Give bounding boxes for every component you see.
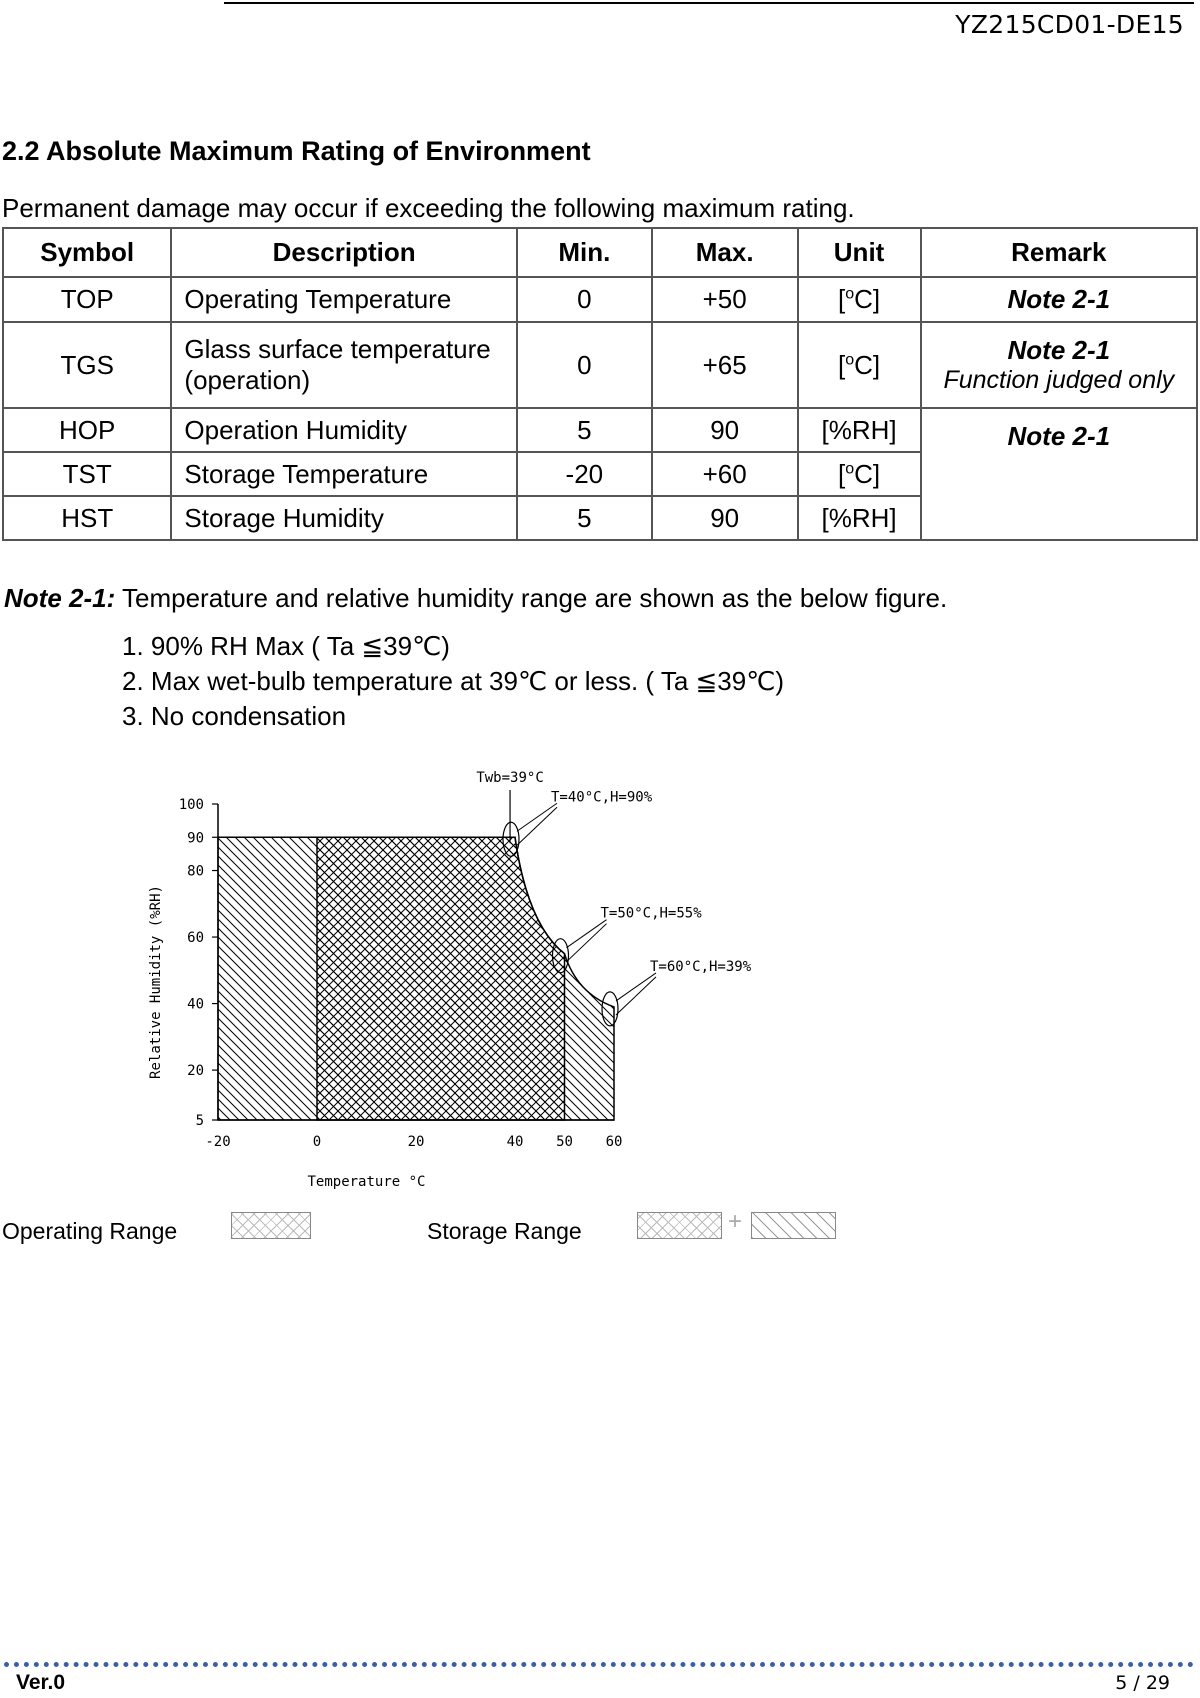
condition-1: 1. 90% RH Max ( Ta ≦39℃) — [122, 631, 450, 661]
table-row — [3, 277, 1197, 322]
table-header-row — [3, 228, 1197, 277]
header-max: Max. — [652, 228, 798, 277]
cell-symbol: HST — [3, 496, 171, 540]
cell-min: 0 — [517, 277, 652, 322]
cell-description: Operating Temperature — [171, 277, 516, 322]
section-intro: Permanent damage may occur if exceeding the following maximum rating. — [2, 193, 855, 223]
y-tick-label: 80 — [187, 863, 204, 880]
header-min: Min. — [517, 228, 652, 277]
x-tick-label: -20 — [205, 1134, 231, 1150]
operating-range-area — [317, 837, 565, 1120]
cell-unit: [$^o$C] — [798, 277, 921, 322]
table-row — [3, 322, 1197, 408]
cell-description: Storage Humidity — [171, 496, 516, 540]
annotation-label: T=60°C,H=39% — [650, 958, 752, 975]
version-label: Ver.0 — [16, 1671, 66, 1694]
document-id: YZ215CD01-DE15 — [955, 10, 1184, 39]
cell-description: Storage Temperature — [171, 452, 516, 496]
note-2-1: Note 2-1: Temperature and relative humidity range are shown as the below figure. — [4, 583, 948, 613]
cell-symbol: TST — [3, 452, 171, 496]
cell-min: 5 — [517, 408, 652, 452]
temperature-humidity-chart — [140, 760, 780, 1200]
annotation-label: Twb=39°C — [476, 770, 544, 786]
annotation-leader — [616, 977, 656, 1015]
annotation-leader — [517, 807, 557, 845]
y-tick-label: 100 — [178, 797, 204, 813]
header-symbol: Symbol — [3, 228, 171, 277]
annotation-leader — [517, 803, 557, 831]
legend-operating-swatch — [231, 1212, 311, 1239]
x-tick-label: 0 — [312, 1134, 322, 1150]
cell-unit: [$^o$C] — [798, 322, 921, 408]
cell-description: Operation Humidity — [171, 408, 516, 452]
cell-max: +60 — [652, 452, 798, 496]
y-tick-label: 40 — [187, 996, 204, 1013]
x-tick-label: 60 — [605, 1134, 623, 1150]
cell-remark: Note 2-1 — [921, 277, 1197, 322]
cell-symbol: HOP — [3, 408, 171, 452]
legend-storage-swatch-diagonal — [751, 1212, 836, 1239]
cell-min: 0 — [517, 322, 652, 408]
cell-min: 5 — [517, 496, 652, 540]
legend-storage-label: Storage Range — [427, 1218, 582, 1244]
header-description: Description — [171, 228, 516, 277]
y-axis-label: Relative Humidity (%RH) — [148, 885, 164, 1079]
y-tick-label: 5 — [195, 1113, 204, 1129]
cell-max: 90 — [652, 408, 798, 452]
annotation-label: T=40°C,H=90% — [551, 789, 653, 806]
cell-max: +50 — [652, 277, 798, 322]
y-tick-label: 60 — [187, 930, 204, 947]
cell-remark: Note 2-1 — [921, 408, 1197, 540]
y-tick-label: 20 — [187, 1063, 204, 1080]
header-rule — [224, 2, 1194, 4]
rating-table — [2, 227, 1198, 541]
x-tick-label: 40 — [506, 1134, 524, 1150]
cell-symbol: TGS — [3, 322, 171, 408]
cell-description: Glass surface temperature (operation) — [171, 322, 516, 408]
footer-rule — [4, 1662, 1194, 1667]
cell-max: 90 — [652, 496, 798, 540]
x-axis-label: Temperature °C — [307, 1174, 426, 1190]
x-tick-label: 20 — [407, 1134, 425, 1150]
header-unit: Unit — [798, 228, 921, 277]
cell-max: +65 — [652, 322, 798, 408]
x-tick-label: 50 — [556, 1134, 573, 1150]
condition-2: 2. Max wet-bulb temperature at 39℃ or less. ( Ta ≦39℃) — [122, 666, 785, 696]
cell-min: -20 — [517, 452, 652, 496]
legend-operating-label: Operating Range — [2, 1218, 178, 1244]
header-remark: Remark — [921, 228, 1197, 277]
y-tick-label: 90 — [187, 830, 204, 847]
annotation-leader — [567, 920, 607, 948]
annotation-label: T=50°C,H=55% — [600, 905, 702, 922]
page-number: 5 / 29 — [1115, 1672, 1170, 1694]
legend-plus: + — [728, 1208, 743, 1235]
condition-3: 3. No condensation — [122, 701, 347, 731]
cell-unit: [$^o$C] — [798, 452, 921, 496]
table-row — [3, 408, 1197, 452]
section-title: 2.2 Absolute Maximum Rating of Environment — [2, 136, 591, 166]
legend-storage-swatch-cross — [637, 1212, 722, 1239]
cell-unit: [%RH] — [798, 408, 921, 452]
cell-symbol: TOP — [3, 277, 171, 322]
annotation-leader — [567, 924, 607, 962]
cell-remark: Note 2-1 Function judged only — [921, 322, 1197, 408]
cell-unit: [%RH] — [798, 496, 921, 540]
annotation-leader — [616, 973, 656, 1001]
